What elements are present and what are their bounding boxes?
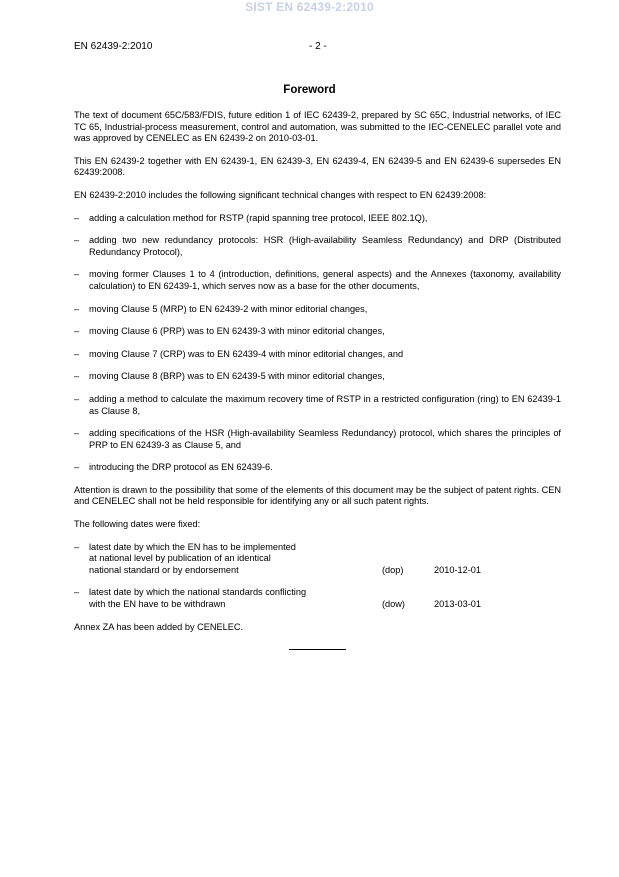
foreword-title: Foreword (283, 84, 336, 96)
dates-intro-paragraph: The following dates were fixed: (74, 519, 201, 530)
list-item-text: introducing the DRP protocol as EN 62439-6. (89, 462, 273, 473)
date-description-line: latest date by which the EN has to be implemented (89, 541, 296, 552)
list-item (74, 462, 561, 474)
list-item (74, 371, 561, 383)
list-item-text: moving Clause 8 (BRP) was to EN 62439-5 with minor editorial changes, (89, 371, 385, 382)
dash-bullet: – (74, 303, 80, 314)
list-item-text: moving Clause 5 (MRP) to EN 62439-2 with minor editorial changes, (89, 303, 368, 314)
date-code: (dow) (382, 599, 405, 610)
changes-intro-paragraph: EN 62439-2:2010 includes the following significant technical changes with respect to EN 62439:2008: (74, 189, 487, 200)
dash-bullet: – (74, 326, 80, 337)
annex-note-paragraph: Annex ZA has been added by CENELEC. (74, 621, 244, 632)
list-item-text: adding specifications of the HSR (High-availability Seamless Redundancy) protocol, which shares the principles of PRP to EN 62439-3 as Clause 5, and (89, 428, 561, 450)
list-item (74, 304, 561, 316)
dash-bullet: – (74, 541, 80, 552)
list-item (74, 428, 561, 451)
date-description-line: latest date by which the national standards conflicting (89, 587, 307, 598)
patent-notice-paragraph: Attention is drawn to the possibility that some of the elements of this document may be the subject of patent rights. CEN and CENELEC shall not be held responsible for identifying any or all such patent rights. (74, 484, 561, 507)
dash-bullet: – (74, 371, 80, 382)
date-description-line: with the EN have to be withdrawn (89, 599, 226, 610)
date-description-line: national standard or by endorsement (89, 564, 239, 575)
list-item (74, 269, 561, 292)
date-row-dop (74, 542, 561, 577)
date-description-line: at national level by publication of an identical (89, 553, 271, 564)
dash-bullet: – (74, 428, 80, 439)
dash-bullet: – (74, 462, 80, 473)
dash-bullet: – (74, 269, 80, 280)
list-item-text: moving Clause 6 (PRP) was to EN 62439-3 with minor editorial changes, (89, 326, 385, 337)
foreword-body (74, 110, 561, 650)
list-item (74, 394, 561, 417)
list-item (74, 326, 561, 338)
header-page-number: - 2 - (309, 41, 327, 52)
date-row-dow (74, 587, 561, 610)
end-rule-divider (289, 649, 346, 650)
list-item-text: moving Clause 7 (CRP) was to EN 62439-4 with minor editorial changes, and (89, 348, 404, 359)
date-description (89, 542, 339, 577)
dash-bullet: – (74, 348, 80, 359)
list-item-text: moving former Clauses 1 to 4 (introduction, definitions, general aspects) and the Annexes (taxonomy, availability calculation) to EN 62439-1, which serves now as a base for the other documents, (89, 269, 561, 291)
list-item (74, 213, 561, 225)
list-item (74, 349, 561, 361)
list-item-text: adding two new redundancy protocols: HSR (High-availability Seamless Redundancy) and DRP (Distributed Redundancy Protocol), (89, 235, 561, 257)
dash-bullet: – (74, 235, 80, 246)
dates-list (74, 542, 561, 611)
supersedes-paragraph: This EN 62439-2 together with EN 62439-1, EN 62439-3, EN 62439-4, EN 62439-5 and EN 62439-6 supersedes EN 62439:2008. (74, 155, 561, 178)
date-value: 2010-12-01 (434, 564, 481, 575)
list-item-text: adding a method to calculate the maximum recovery time of RSTP in a restricted configuration (ring) to EN 62439-1 as Clause 8, (89, 393, 561, 416)
dash-bullet: – (74, 212, 80, 223)
changes-list (74, 213, 561, 474)
watermark: SIST EN 62439-2:2010 (245, 0, 374, 14)
date-description (89, 587, 339, 610)
intro-paragraph: The text of document 65C/583/FDIS, future edition 1 of IEC 62439-2, prepared by SC 65C, Industrial networks, of IEC TC 65, Industrial-process measurement, control and automation, was submitted to the IEC-CENELEC parallel vote and was approved by CENELEC as EN 62439-2 on 2010-03-01. (74, 110, 561, 144)
header-doc-id: EN 62439-2:2010 (74, 41, 153, 52)
dash-bullet: – (74, 587, 80, 598)
list-item (74, 235, 561, 258)
list-item-text: adding a calculation method for RSTP (rapid spanning tree protocol, IEEE 802.1Q), (89, 212, 428, 223)
date-code: (dop) (382, 564, 404, 575)
date-value: 2013-03-01 (434, 599, 481, 610)
dash-bullet: – (74, 393, 80, 404)
